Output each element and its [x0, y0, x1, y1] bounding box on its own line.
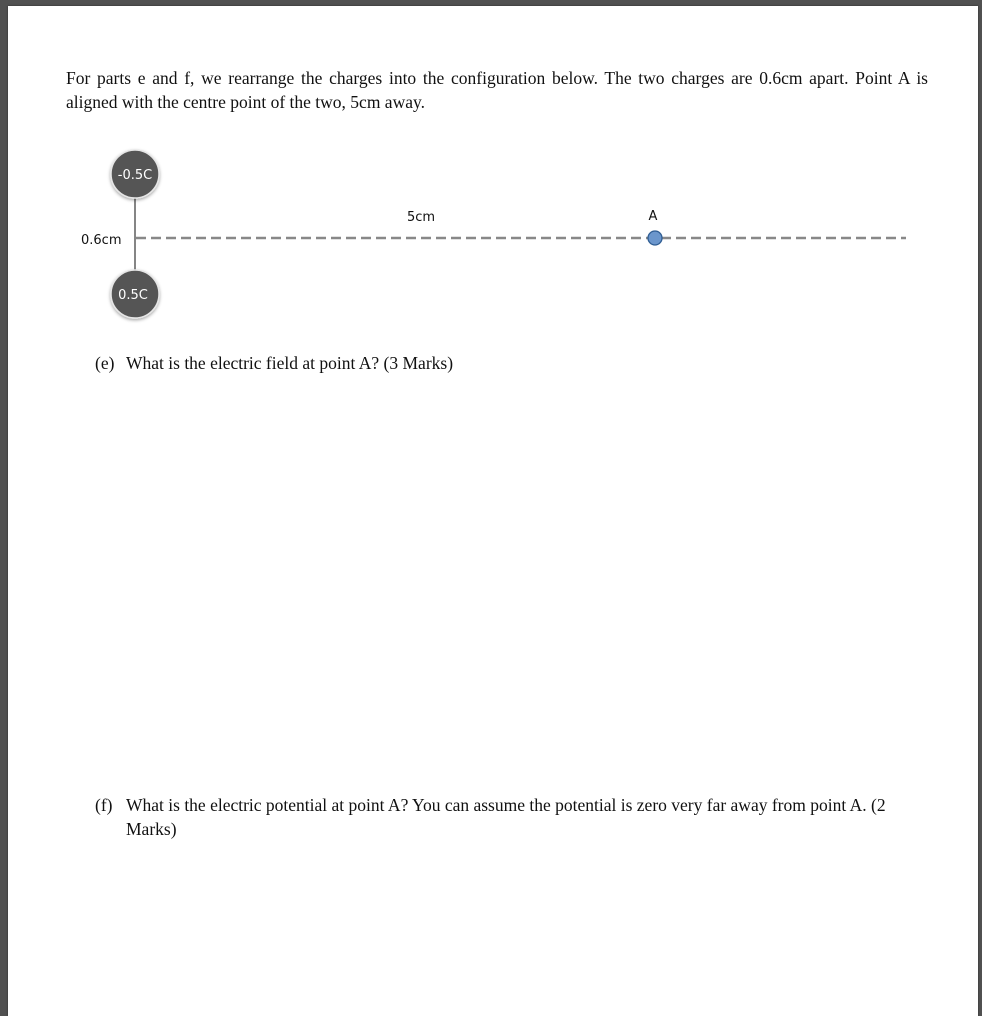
point-a-marker	[648, 231, 662, 245]
question-e	[95, 351, 935, 375]
question-f-number: (f)	[95, 795, 113, 815]
bottom-charge-label: 0.5C	[118, 288, 148, 303]
top-charge-label: -0.5C	[117, 168, 153, 183]
intro-paragraph: For parts e and f, we rearrange the charges into the configuration below. The two charges are 0.6cm apart. Point A is aligned with the centre point of the two, 5cm away.	[66, 68, 928, 112]
question-e-text: What is the electric field at point A? (3 Marks)	[126, 353, 454, 373]
charge-diagram	[8, 6, 978, 406]
question-e-number: (e)	[95, 353, 115, 373]
bottom-charge	[111, 270, 159, 318]
separation-label: 0.6cm	[81, 233, 122, 248]
document-page	[8, 6, 978, 1016]
question-f	[95, 793, 935, 841]
distance-label: 5cm	[406, 210, 436, 225]
question-f-text: What is the electric potential at point A? You can assume the potential is zero very far away from point A. (2 Marks)	[126, 795, 886, 839]
top-charge	[111, 150, 159, 198]
point-a-label: A	[648, 209, 658, 224]
